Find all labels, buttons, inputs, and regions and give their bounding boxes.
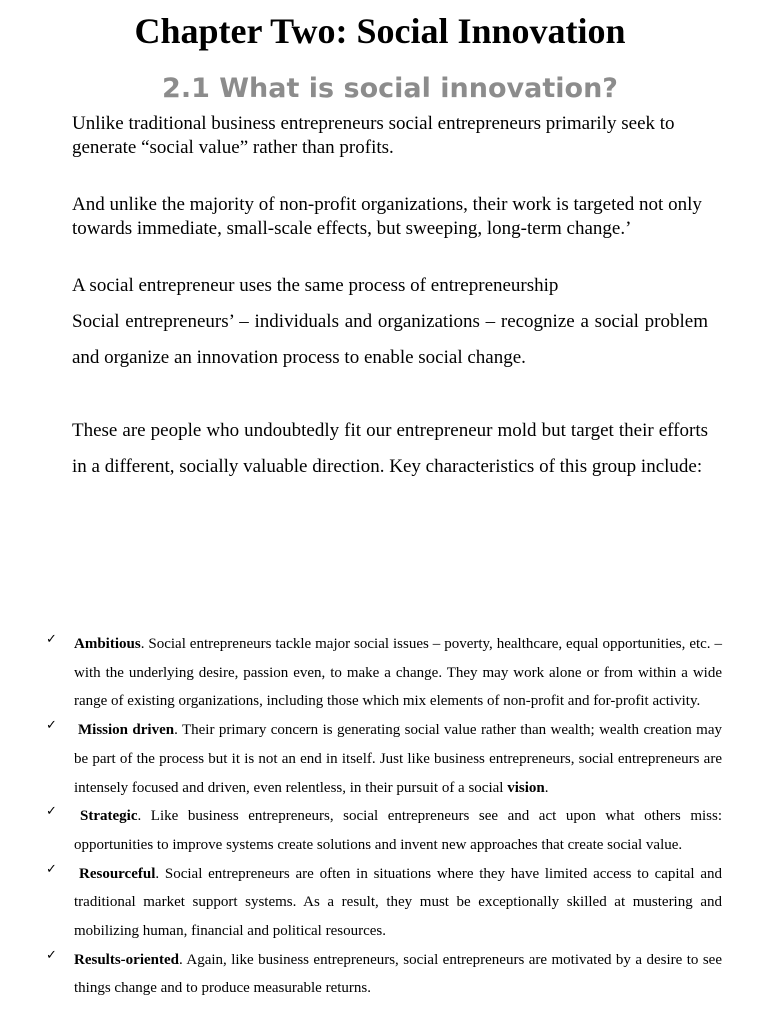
- check-icon: ✓: [46, 718, 57, 734]
- characteristic-description: . Social entrepreneurs are often in situations where they have limited access to capital and traditional market support systems. As a result, they must be exceptionally skilled at mustering and mobilizing human, financial and political resources.: [74, 865, 722, 940]
- check-icon: ✓: [46, 861, 57, 877]
- characteristic-term: Ambitious: [74, 636, 141, 652]
- list-item: [0, 860, 768, 946]
- paragraph-definition: Social entrepreneurs’ – individuals and organizations – recognize a social problem and organize an innovation process to enable social change.: [72, 311, 708, 368]
- characteristic-term: Results-oriented: [74, 951, 179, 968]
- characteristic-emphasis: vision: [507, 779, 545, 796]
- check-icon: ✓: [46, 804, 57, 820]
- characteristic-description: . Social entrepreneurs tackle major social issues – poverty, healthcare, equal opportunities, etc. – with the underlying desire, passion even, to make a change. They may work alone or from within a wide range of existing organizations, including those which mix elements of non-profit and for-profit activity.: [74, 636, 722, 710]
- list-item-text: [74, 946, 722, 1003]
- check-icon: ✓: [46, 632, 57, 647]
- characteristics-list: [0, 630, 768, 1003]
- paragraph-key-characteristics: These are people who undoubtedly fit our entrepreneur mold but target their efforts in a different, socially valuable direction. Key characteristics of this group include:: [72, 420, 708, 477]
- characteristic-description: . Like business entrepreneurs, social entrepreneurs see and act upon what others miss: opportunities to improve systems create solutions and invent new approaches that create social value.: [74, 808, 722, 853]
- check-icon: ✓: [46, 947, 57, 963]
- list-item: [0, 946, 768, 1003]
- chapter-title: Chapter Two: Social Innovation: [134, 11, 626, 51]
- characteristic-tail: .: [544, 779, 549, 796]
- list-item: [0, 716, 768, 802]
- list-item-text: [74, 716, 722, 802]
- list-item: [0, 802, 768, 859]
- characteristic-description: . Their primary concern is generating social value rather than wealth; wealth creation may be part of the process but it is not an end in itself. Just like business entrepreneurs, social entrepreneurs are intensely focused and driven, even relentless, in their pursuit of a social: [74, 722, 722, 796]
- list-item: [0, 630, 768, 716]
- paragraph-non-profit: And unlike the majority of non-profit organizations, their work is targeted not only towards immediate, small-scale effects, but sweeping, long-term change.’: [72, 194, 702, 239]
- characteristic-term: Strategic: [80, 808, 138, 825]
- section-heading: 2.1 What is social innovation?: [162, 73, 618, 104]
- characteristic-term: Mission driven: [78, 722, 175, 739]
- paragraph-process: A social entrepreneur uses the same process of entrepreneurship: [72, 275, 559, 296]
- list-item-text: [74, 802, 722, 859]
- characteristic-description: . Again, like business entrepreneurs, social entrepreneurs are motivated by a desire to see things change and to produce measurable returns.: [74, 951, 722, 997]
- characteristic-term: Resourceful: [79, 865, 156, 882]
- list-item-text: [74, 860, 722, 946]
- paragraph-social-value: Unlike traditional business entrepreneurs social entrepreneurs primarily seek to generate “social value” rather than profits.: [72, 113, 675, 158]
- list-item-text: [74, 630, 722, 716]
